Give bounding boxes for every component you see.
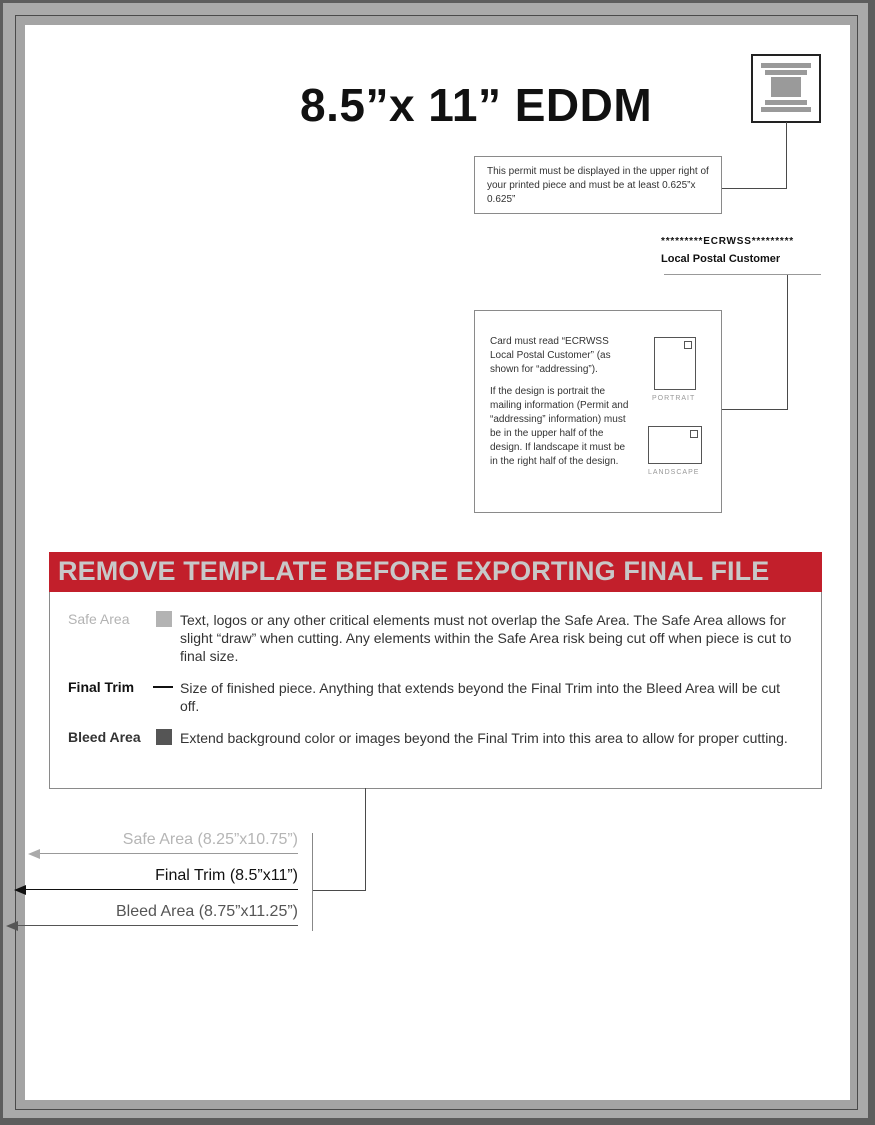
legend-label-safe: Safe Area [68, 611, 130, 627]
bleed-area-size-label: Bleed Area (8.75”x11.25”) [115, 903, 298, 920]
connector-line [312, 890, 366, 891]
connector-line [365, 788, 366, 891]
final-trim-arrow-line [22, 889, 298, 890]
landscape-label: LANDSCAPE [648, 469, 700, 476]
portrait-label: PORTRAIT [652, 395, 696, 402]
connector-line [722, 409, 788, 410]
safe-swatch [156, 611, 172, 627]
legend-label-trim: Final Trim [68, 679, 135, 695]
stamp-icon [690, 430, 698, 438]
address-endorsement: *********ECRWSS********* [661, 236, 794, 247]
arrow-left-icon [28, 848, 40, 860]
legend-desc-trim: Size of finished piece. Anything that extends beyond the Final Trim into the Bleed Area will be cut off. [180, 680, 781, 714]
permit-icon [753, 56, 819, 121]
template-title: 8.5”x 11” EDDM [300, 79, 653, 131]
permit-note: This permit must be displayed in the upper right of your printed piece and must be at least 0.625”x 0.625” [474, 156, 722, 214]
stamp-icon [684, 341, 692, 349]
connector-line [786, 122, 787, 189]
card-note-para-1: Card must read “ECRWSS Local Postal Customer” (as shown for “addressing”). [490, 336, 611, 375]
bracket-line [312, 833, 313, 931]
warning-banner-text: REMOVE TEMPLATE BEFORE EXPORTING FINAL FILE [58, 556, 770, 586]
trim-line-swatch [153, 686, 173, 688]
landscape-diagram [648, 426, 702, 464]
connector-line [664, 274, 821, 275]
card-note-para-2: If the design is portrait the mailing information (Permit and “addressing” information) must be in the upper half of the design. If landscape it must be in the right half of the design. [490, 386, 629, 467]
final-trim-size-label: Final Trim (8.5”x11”) [155, 867, 298, 884]
legend-desc-safe: Text, logos or any other critical elements must not overlap the Safe Area. The Safe Area allows for slight “draw” when cutting. Any elements within the Safe Area risk being cut off when piece is cut to final size. [180, 612, 792, 664]
connector-line [787, 275, 788, 410]
legend-label-bleed: Bleed Area [68, 729, 141, 745]
bleed-swatch [156, 729, 172, 745]
safe-area-arrow-line [38, 853, 298, 854]
safe-area-size-label: Safe Area (8.25”x10.75”) [122, 831, 298, 848]
arrow-left-icon [14, 884, 26, 896]
bleed-area-arrow-line [12, 925, 298, 926]
arrow-left-icon [6, 920, 18, 932]
connector-line [722, 188, 787, 189]
address-recipient: Local Postal Customer [661, 253, 781, 265]
portrait-diagram [654, 337, 696, 390]
legend-desc-bleed: Extend background color or images beyond the Final Trim into this area to allow for proper cutting. [180, 730, 788, 746]
permit-indicium [751, 54, 821, 123]
